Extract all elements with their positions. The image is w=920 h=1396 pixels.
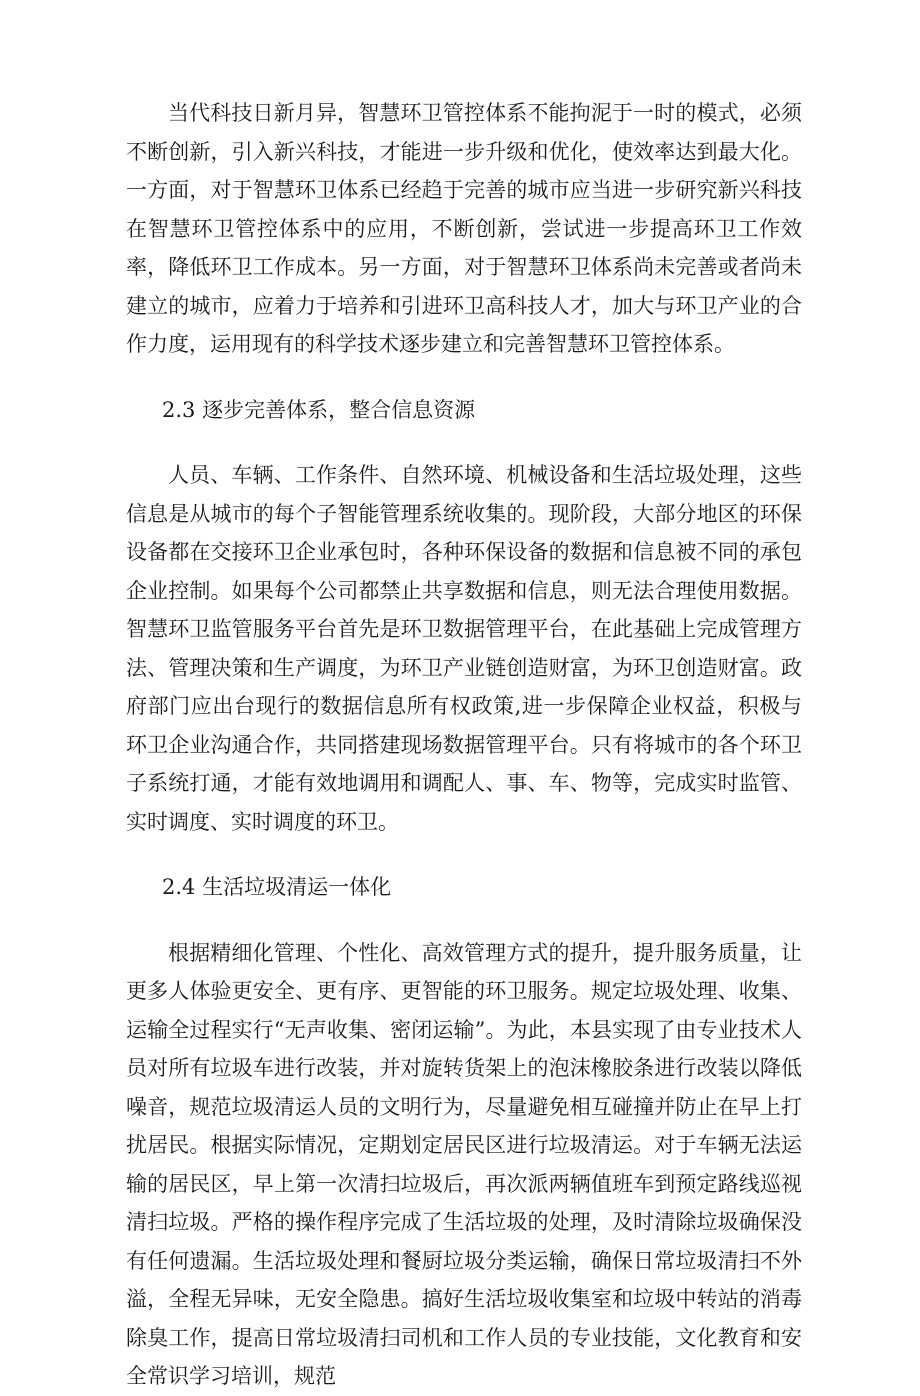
paragraph-information-integration: 人员、车辆、工作条件、自然环境、机械设备和生活垃圾处理，这些信息是从城市的每个子智能管理系统收集的。现阶段，大部分地区的环保设备都在交接环卫企业承包时，各种环保设备的数据和信息被不同的承包企业控制。如果每个公司都禁止共享数据和信息，则无法合理使用数据。智慧环卫监管服务平台首先是环卫数据管理平台，在此基础上完成管理方法、管理决策和生产调度，为环卫产业链创造财富，为环卫创造财富。政府部门应出台现行的数据信息所有权政策,进一步保障企业权益，积极与环卫企业沟通合作，共同搭建现场数据管理平台。只有将城市的各个环卫子系统打通，才能有效地调用和调配人、事、车、物等，完成实时监管、实时调度、实时调度的环卫。	[126, 463, 802, 834]
spacer	[126, 429, 802, 456]
spacer	[126, 841, 802, 868]
section-heading-2-3: 2.3 逐步完善体系，整合信息资源	[162, 397, 476, 422]
paragraph-smart-sanitation-innovation: 当代科技日新月异，智慧环卫管控体系不能拘泥于一时的模式，必须不断创新，引入新兴科技，才能进一步升级和优化，使效率达到最大化。一方面，对于智慧环卫体系已经趋于完善的城市应当进一步研究新兴科技在智慧环卫管控体系中的应用，不断创新，尝试进一步提高环卫工作效率，降低环卫工作成本。另一方面，对于智慧环卫体系尚未完善或者尚未建立的城市，应着力于培养和引进环卫高科技人才，加大与环卫产业的合作力度，运用现有的科学技术逐步建立和完善智慧环卫管控体系。	[126, 101, 802, 356]
paragraph-garbage-collection: 根据精细化管理、个性化、高效管理方式的提升，提升服务质量，让更多人体验更安全、更有序、更智能的环卫服务。规定垃圾处理、收集、运输全过程实行“无声收集、密闭运输”。为此，本县实现了由专业技术人员对所有垃圾车进行改装，并对旋转货架上的泡沫橡胶条进行改装以降低噪音，规范垃圾清运人员的文明行为，尽量避免相互碰撞并防止在早上打扰居民。根据实际情况，定期划定居民区进行垃圾清运。对于车辆无法运输的居民区，早上第一次清扫垃圾后，再次派两辆值班车到预定路线巡视清扫垃圾。严格的操作程序完成了生活垃圾的处理，及时清除垃圾确保没有任何遗漏。生活垃圾处理和餐厨垃圾分类运输，确保日常垃圾清扫不外溢，全程无异味，无安全隐患。搞好生活垃圾收集室和垃圾中转站的消毒除臭工作，提高日常垃圾清扫司机和工作人员的专业技能，文化教育和安全常识学习培训，规范	[126, 940, 802, 1388]
spacer	[126, 364, 802, 391]
spacer	[126, 907, 802, 934]
section-heading-2-4: 2.4 生活垃圾清运一体化	[162, 875, 392, 899]
